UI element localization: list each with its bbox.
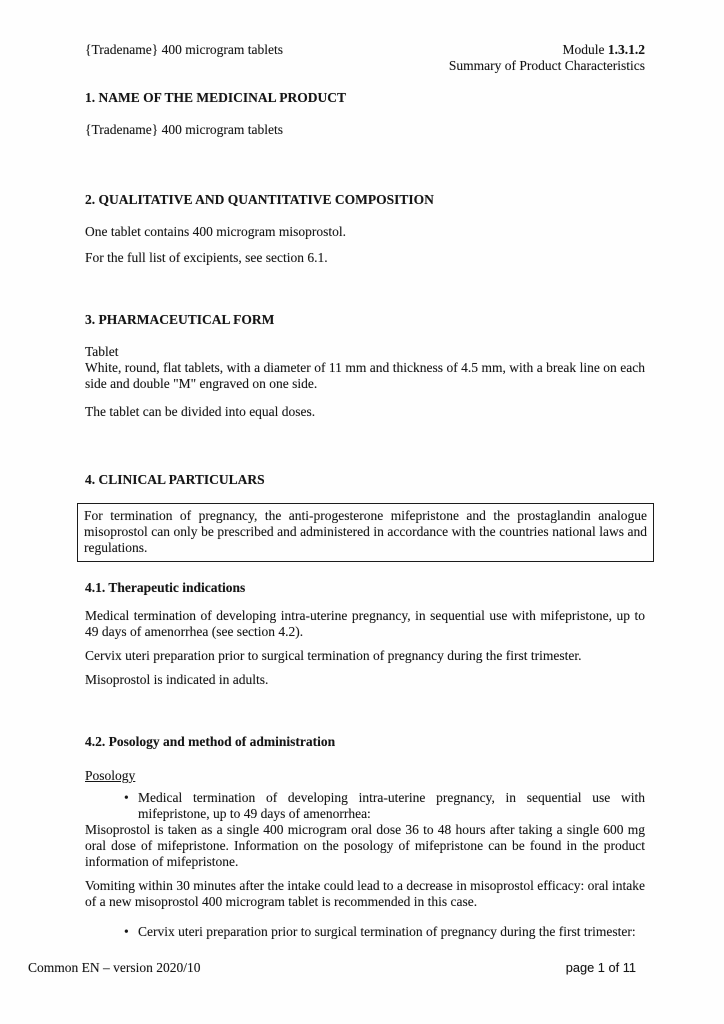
section-2-paragraph-excipients: For the full list of excipients, see section 6.1.	[85, 250, 328, 265]
list-item-text: Medical termination of developing intra-uterine pregnancy, in sequential use with mifepristone, up to 49 days of amenorrhea:	[138, 790, 645, 821]
header-right-block	[449, 42, 645, 74]
list-item-medical-termination	[85, 790, 645, 822]
section-3-description: White, round, flat tablets, with a diameter of 11 mm and thickness of 4.5 mm, with a break line on each side and double "M" engraved on one side.	[85, 360, 645, 391]
header-module-line	[449, 42, 645, 58]
section-1-body: {Tradename} 400 microgram tablets	[85, 122, 284, 137]
page-footer	[28, 960, 636, 976]
section-4-1-heading: 4.1. Therapeutic indications	[85, 580, 246, 595]
bullet-icon: •	[124, 790, 129, 805]
section-2-paragraph-composition: One tablet contains 400 microgram misoprostol.	[85, 224, 346, 239]
section-3-form-name: Tablet	[85, 344, 119, 359]
list-item-cervix-preparation	[85, 924, 645, 940]
section-4-heading: 4. CLINICAL PARTICULARS	[85, 472, 265, 487]
section-4-2-paragraph-vomiting: Vomiting within 30 minutes after the intake could lead to a decrease in misoprostol efficacy: oral intake of a new misoprostol 400 microgram tablet is recommended in this case.	[85, 878, 645, 909]
page-header	[85, 42, 645, 74]
section-4-1-paragraph-cervix-preparation: Cervix uteri preparation prior to surgical termination of pregnancy during the first trimester.	[85, 648, 582, 663]
bullet-icon: •	[124, 924, 129, 939]
section-4-2-heading: 4.2. Posology and method of administration	[85, 734, 336, 749]
boxed-legal-statement: For termination of pregnancy, the anti-progesterone mifepristone and the prostaglandin analogue misoprostol can only be prescribed and administered in accordance with the countries national laws and regulations.	[77, 503, 654, 562]
header-product-name: {Tradename} 400 microgram tablets	[85, 42, 284, 57]
header-module-label: Module	[562, 42, 608, 57]
section-1-heading: 1. NAME OF THE MEDICINAL PRODUCT	[85, 90, 347, 105]
section-3-divisibility: The tablet can be divided into equal doses.	[85, 404, 316, 419]
section-2-heading: 2. QUALITATIVE AND QUANTITATIVE COMPOSITION	[85, 192, 434, 207]
posology-subheading: Posology	[85, 768, 136, 783]
section-4-1-paragraph-medical-termination: Medical termination of developing intra-uterine pregnancy, in sequential use with mifepristone, up to 49 days of amenorrhea (see section 4.2).	[85, 608, 645, 639]
section-3-heading: 3. PHARMACEUTICAL FORM	[85, 312, 275, 327]
footer-page-number: page 1 of 11	[565, 960, 636, 975]
footer-version: Common EN – version 2020/10	[28, 960, 201, 975]
section-4-1-paragraph-adults: Misoprostol is indicated in adults.	[85, 672, 269, 687]
header-doc-type: Summary of Product Characteristics	[448, 58, 645, 73]
section-4-2-paragraph-posology-detail: Misoprostol is taken as a single 400 microgram oral dose 36 to 48 hours after taking a single 600 mg oral dose of mifepristone. Information on the posology of mifepristone can be found in the product information of mifepristone.	[85, 822, 645, 869]
header-module-number: 1.3.1.2	[607, 42, 645, 57]
list-item-text: Cervix uteri preparation prior to surgical termination of pregnancy during the first trimester:	[138, 924, 636, 939]
